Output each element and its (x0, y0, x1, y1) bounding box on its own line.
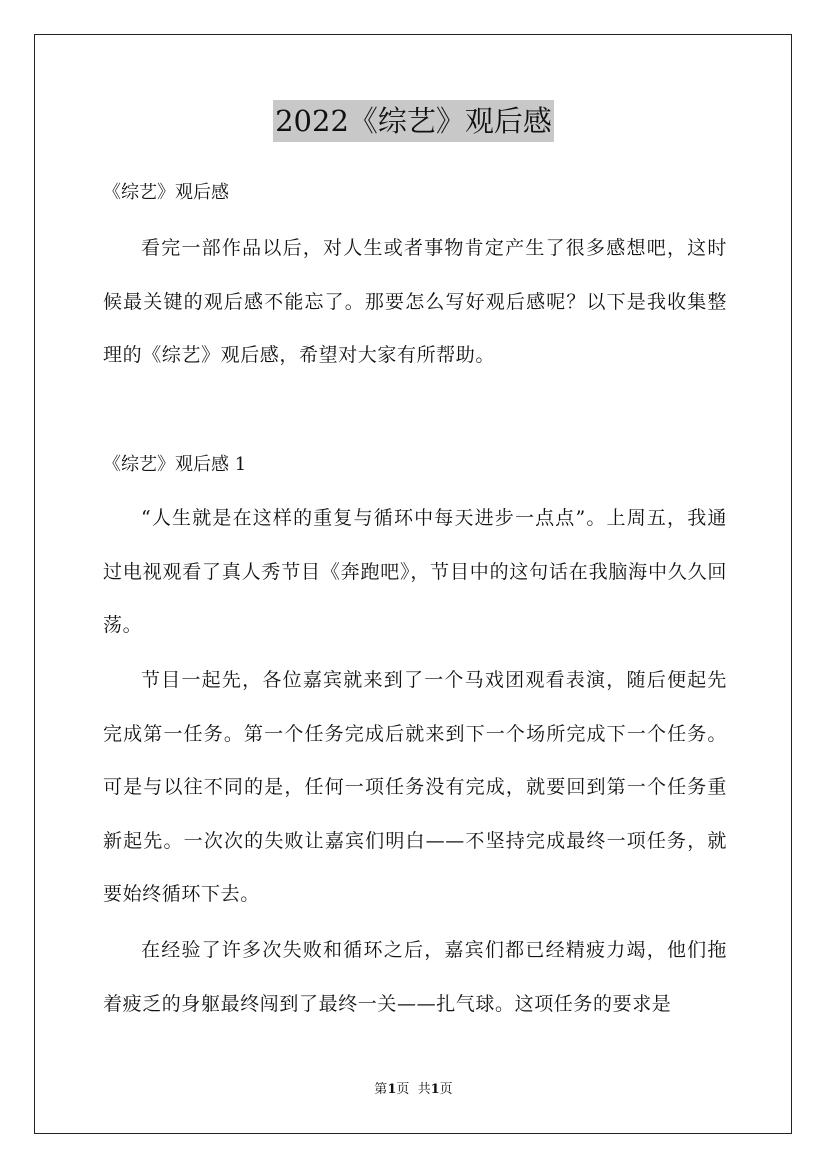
footer-suffix: 页 (439, 1082, 453, 1097)
document-title[interactable]: 2022《综艺》观后感 (273, 100, 554, 142)
page-footer (0, 1081, 827, 1099)
footer-middle: 页 共 (396, 1082, 431, 1097)
body-paragraph: 在经验了许多次失败和循环之后，嘉宾们都已经精疲力竭，他们拖着疲乏的身躯最终闯到了最终一关——扎气球。这项任务的要求是 (103, 939, 727, 1015)
body-paragraph: 节目一起先，各位嘉宾就来到了一个马戏团观看表演，随后便起先完成第一任务。第一个任务完成后就来到下一个场所完成下一个任务。可是与以往不同的是，任何一项任务没有完成，就要回到第一个任务重新起先。一次次的失败让嘉宾们明白——不坚持完成最终一项任务，就要始终循环下去。 (103, 669, 727, 905)
footer-total-pages: 1 (430, 1082, 440, 1097)
footer-page-number: 1 (387, 1082, 397, 1097)
section-heading: 《综艺》观后感 1 (103, 454, 247, 475)
title-wrapper (0, 100, 827, 142)
body-paragraph: “人生就是在这样的重复与循环中每天进步一点点”。上周五，我通过电视观看了真人秀节目《奔跑吧》，节目中的这句话在我脑海中久久回荡。 (103, 507, 727, 636)
footer-prefix: 第 (374, 1082, 388, 1097)
intro-heading: 《综艺》观后感 (103, 182, 229, 203)
intro-paragraph: 看完一部作品以后，对人生或者事物肯定产生了很多感想吧，这时候最关键的观后感不能忘了。那要怎么写好观后感呢？以下是我收集整理的《综艺》观后感，希望对大家有所帮助。 (103, 237, 727, 366)
